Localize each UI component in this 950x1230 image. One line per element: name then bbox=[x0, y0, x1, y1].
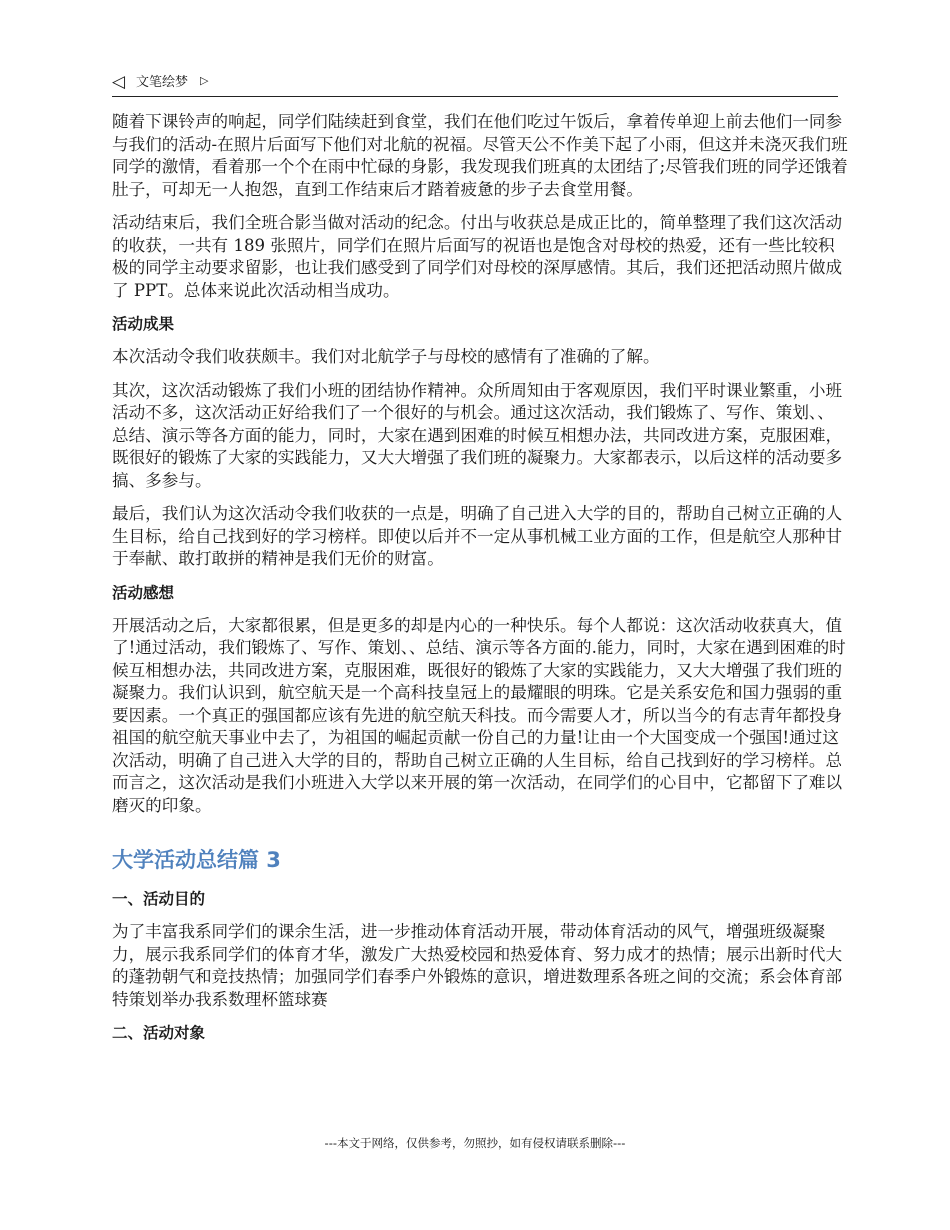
paragraph-cafeteria: 随着下课铃声的响起，同学们陆续赶到食堂，我们在他们吃过午饭后，拿着传单迎上前去他们一同参与我们的活动-在照片后面写下他们对北航的祝福。尽管天公不作美下起了小雨，但这并未浇灭我们班同学的激情，看着那一个个在雨中忙碌的身影，我发现我们班真的太团结了;尽管我们班的同学还饿着肚子，可却无一人抱怨，直到工作结束后才踏着疲惫的步子去食堂用餐。 bbox=[112, 112, 848, 199]
heading-activity-target: 二、活动对象 bbox=[112, 1024, 206, 1042]
paragraph-summary: 活动结束后，我们全班合影当做对活动的纪念。付出与收获总是成正比的，简单整理了我们这次活动的收获，一共有 189 张照片，同学们在照片后面写的祝语也是饱含对母校的热爱，还有一些比较积极的同学主动要求留影，也让我们感受到了同学们对母校的深厚感情。其后，我们还把活动照片做成了 PPT。总体来说此次活动相当成功。 bbox=[112, 213, 843, 300]
paragraph-feelings: 开展活动之后，大家都很累，但是更多的却是内心的一种快乐。每个人都说：这次活动收获真大，值了!通过活动，我们锻炼了、写作、策划、、总结、演示等各方面的.能力，同时，大家在遇到困难的时候互相想办法，共同改进方案，克服困难，既很好的锻炼了大家的实践能力，又大大增强了我们班的凝聚力。我们认识到，航空航天是一个高科技皇冠上的最耀眼的明珠。它是关系安危和国力强弱的重要因素。一个真正的强国都应该有先进的航空航天科技。而今需要人才，所以当今的有志青年都投身祖国的航空航天事业中去了，为祖国的崛起贡献一份自己的力量!让由一个大国变成一个强国!通过这次活动，明确了自己进入大学的目的，帮助自己树立正确的人生目标，给自己找到好的学习榜样。总而言之，这次活动是我们小班进入大学以来开展的第一次活动，在同学们的心目中，它都留下了难以磨灭的印象。 bbox=[112, 615, 846, 815]
header-title: 文笔绘梦 bbox=[136, 75, 189, 90]
right-triangle-icon: ▷ bbox=[200, 74, 209, 87]
paragraph-teamwork: 其次，这次活动锻炼了我们小班的团结协作精神。众所周知由于客观原因，我们平时课业繁重，小班活动不多，这次活动正好给我们了一个很好的与机会。通过这次活动，我们锻炼了、写作、策划、、总结、演示等各方面的能力，同时，大家在遇到困难的时候互相想办法，共同改进方案，克服困难，既很好的锻炼了大家的实践能力，又大大增强了我们班的凝聚力。大家都表示，以后这样的活动要多搞、多参与。 bbox=[112, 380, 843, 490]
heading-activity-feelings: 活动感想 bbox=[112, 583, 175, 602]
page-header bbox=[112, 70, 838, 97]
heading-activity-results: 活动成果 bbox=[112, 315, 175, 333]
paragraph-purpose: 为了丰富我系同学们的课余生活，进一步推动体育活动开展，带动体育活动的风气，增强班级凝聚力，展示我系同学们的体育才华，激发广大热爱校园和热爱体育、努力成才的热情；展示出新时代大的蓬勃朝气和竞技热情；加强同学们春季户外锻炼的意识，增进数理系各班之间的交流；系会体育部特策划举办我系数理杯篮球赛 bbox=[112, 922, 843, 1009]
heading-activity-purpose: 一、活动目的 bbox=[112, 890, 206, 908]
paragraph-goals: 最后，我们认为这次活动令我们收获的一点是，明确了自己进入大学的目的，帮助自己树立正确的人生目标，给自己找到好的学习榜样。即使以后并不一定从事机械工业方面的工作，但是航空人那种甘于奉献、敢打敢拼的精神是我们无价的财富。 bbox=[112, 504, 843, 568]
paragraph-results-intro: 本次活动令我们收获颇丰。我们对北航学子与母校的感情有了准确的了解。 bbox=[112, 347, 660, 366]
document-body bbox=[112, 111, 848, 1055]
page-footer: ---本文于网络，仅供参考，勿照抄，如有侵权请联系删除--- bbox=[324, 1136, 626, 1150]
left-triangle-icon: ◁ bbox=[112, 72, 126, 92]
section-title-3: 大学活动总结篇 3 bbox=[112, 848, 281, 872]
